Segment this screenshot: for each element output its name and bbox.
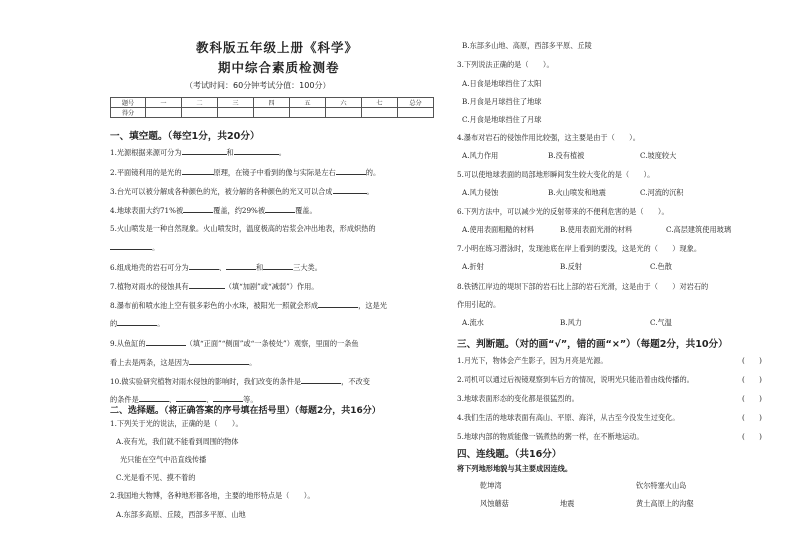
answer-blank[interactable] [189, 281, 225, 289]
answer-blank[interactable] [234, 147, 279, 155]
choice-option[interactable]: B.反射 [560, 262, 582, 271]
answer-blank[interactable] [176, 394, 206, 402]
choice-option[interactable]: B.使用表面光滑的材料 [560, 225, 633, 234]
section-connect-heading: 四、连线题。（共16分） [457, 449, 562, 460]
answer-blank[interactable] [213, 394, 243, 402]
fill-q1 [110, 147, 286, 157]
score-cell: 二 [182, 98, 218, 108]
score-input-cell[interactable] [326, 108, 362, 118]
answer-blank[interactable] [265, 205, 295, 213]
fill-q8-line2 [110, 318, 164, 328]
answer-blank[interactable] [226, 262, 256, 270]
choice-option[interactable]: B.东部多山地、高原，西部多平原、丘陵 [462, 41, 592, 50]
score-row-label: 得分 [111, 108, 146, 118]
choice-q8-line1: 8.铁锈江岸边的堤坝下部的岩石比上部的岩石光滑，这是由于（ ）对岩石的 [457, 282, 709, 291]
fill-q3 [110, 186, 374, 196]
judge-item: 5.地球内部的物质能像一锅煮热的粥一样，在不断地运动。 [457, 432, 644, 441]
q-text: 的。 [365, 168, 381, 177]
choice-q2: 2.我国地大物博，各种地形都各地，主要的地形特点是（ ）。 [110, 491, 315, 500]
q-text: 7.植物对雨水的侵蚀具有 [110, 282, 189, 291]
answer-blank[interactable] [117, 318, 157, 326]
score-input-cell[interactable] [218, 108, 254, 118]
score-input-cell[interactable] [398, 108, 434, 118]
answer-blank[interactable] [189, 357, 249, 365]
q-text: 10.做实验研究植物对雨水侵蚀的影响时，我们改变的条件是 [110, 377, 302, 386]
judge-item: 1.月光下，物体会产生影子，因为月亮是光源。 [457, 356, 608, 365]
score-input-cell[interactable] [182, 108, 218, 118]
q-text: 、 [218, 263, 226, 272]
fill-q5-line2 [110, 242, 159, 252]
q-text: 的 [110, 319, 118, 328]
fill-q2 [110, 167, 380, 177]
choice-option[interactable]: A.流水 [462, 318, 484, 327]
q-text: 。 [278, 148, 286, 157]
answer-blank[interactable] [146, 338, 186, 346]
connect-item[interactable]: 钦尔特塞火山岛 [636, 481, 687, 490]
answer-blank[interactable] [182, 167, 214, 175]
answer-blank[interactable] [263, 262, 293, 270]
score-input-cell[interactable] [254, 108, 290, 118]
choice-q6: 6.下列方法中，可以减少光的反射带来的不便利危害的是（ ）。 [457, 207, 669, 216]
connect-instruction: 将下列地形地貌与其主要成因连线。 [457, 464, 573, 473]
score-table [110, 97, 434, 118]
score-table-score-row [111, 108, 434, 118]
answer-blank[interactable] [182, 147, 227, 155]
fill-q7 [110, 281, 319, 291]
section-judge-heading: 三、判断题。（对的画“√”，错的画“×”）（每题2分，共10分） [457, 339, 728, 350]
answer-paren[interactable]: ( ) [742, 394, 762, 403]
score-cell: 总分 [398, 98, 434, 108]
choice-option[interactable]: A.折射 [462, 262, 484, 271]
exam-info: （考试时间：60分钟考试分值：100分） [185, 81, 331, 90]
score-cell: 七 [362, 98, 398, 108]
choice-option[interactable]: A.夜有光，我们就不能看到周围的物体 [116, 437, 239, 446]
answer-paren[interactable]: ( ) [742, 375, 762, 384]
score-input-cell[interactable] [362, 108, 398, 118]
exam-title: 教科版五年级上册《科学》 [196, 40, 359, 55]
choice-option[interactable]: 光只能在空气中沿直线传播 [120, 455, 207, 464]
choice-q7: 7.小明在练习潜泳时，发现池底在岸上看到的要浅，这是光的（ ）现象。 [457, 244, 702, 253]
q-text: ，这是光 [358, 301, 387, 310]
connect-item[interactable]: 风蚀蘑菇 [480, 499, 509, 508]
q-text: 覆盖。 [295, 206, 317, 215]
fill-q5-line1: 5.火山喷发是一种自然现象。火山喷发时，温度极高的岩浆会冲出地表，形成炽热的 [110, 224, 376, 233]
fill-q9-line1 [110, 338, 359, 348]
score-input-cell[interactable] [146, 108, 182, 118]
q-text: （填“加剧”或“减弱”）作用。 [224, 282, 319, 291]
score-cell: 题号 [111, 98, 146, 108]
q-text: 6.组成地壳的岩石可分为 [110, 263, 189, 272]
q-text: 、 [205, 395, 214, 404]
q-text: 和 [226, 148, 234, 157]
choice-option[interactable]: C.坡度较大 [640, 151, 677, 160]
q-text: 覆盖，约29%被 [213, 206, 266, 215]
choice-option[interactable]: C.气温 [650, 318, 672, 327]
q-text: 2.平面镜利用的是光的 [110, 168, 182, 177]
q-text: 的条件是 [110, 395, 139, 404]
score-cell: 四 [254, 98, 290, 108]
choice-option[interactable]: C.河流的沉积 [640, 188, 684, 197]
choice-q8-line2: 作用引起的。 [457, 300, 501, 309]
answer-blank[interactable] [139, 394, 169, 402]
choice-option[interactable]: B.火山喷发和地震 [548, 188, 606, 197]
choice-option[interactable]: A.风力作用 [462, 151, 499, 160]
answer-paren[interactable]: ( ) [742, 413, 762, 422]
score-cell: 一 [146, 98, 182, 108]
score-table-header-row [111, 98, 434, 108]
q-text: 原理，在镜子中看到的像与实际是左右 [213, 168, 336, 177]
q-text: 。 [366, 187, 374, 196]
answer-blank[interactable] [336, 167, 366, 175]
answer-paren[interactable]: ( ) [742, 356, 762, 365]
choice-option[interactable]: C.高层建筑使用玻璃 [666, 225, 732, 234]
q-text: 。 [249, 358, 257, 367]
answer-paren[interactable]: ( ) [742, 432, 762, 441]
judge-item: 2.司机可以通过后视镜观察到车后方的情况，说明光只能沿着由线传播的。 [457, 375, 694, 384]
answer-blank[interactable] [183, 205, 213, 213]
connect-item[interactable]: 乾坤湾 [480, 481, 502, 490]
score-input-cell[interactable] [290, 108, 326, 118]
score-cell: 三 [218, 98, 254, 108]
choice-option[interactable]: C.色散 [650, 262, 672, 271]
section-choice-heading: 二、选择题。（将正确答案的序号填在括号里）（每题2分，共16分） [110, 406, 381, 416]
q-text: 、 [168, 395, 176, 404]
q-text: ，不改变 [341, 377, 370, 386]
choice-option[interactable]: C.月食是地球挡住了月球 [462, 115, 542, 124]
q-text: 1.光源根据来源可分为 [110, 148, 182, 157]
q-text: 三大类。 [293, 263, 322, 272]
q-text: 看上去是两条，这是因为 [110, 358, 190, 367]
choice-q1: 1.下列关于光的说法，正确的是（ ）。 [110, 419, 243, 428]
q-text: 。 [157, 319, 165, 328]
q-text: 等。 [243, 395, 258, 404]
choice-option[interactable]: A.使用表面粗糙的材料 [462, 225, 535, 234]
fill-q4 [110, 205, 317, 215]
answer-blank[interactable] [333, 186, 367, 194]
section-fill-heading: 一、填空题。（每空1分，共20分） [110, 131, 260, 142]
q-text: 和 [255, 263, 264, 272]
answer-blank[interactable] [318, 300, 358, 308]
q-text: 8.瀑布前和喷水池上空有很多彩色的小水珠，被阳光一照就会形成 [110, 301, 319, 310]
choice-option[interactable]: A.日食是地球挡住了太阳 [462, 79, 542, 88]
judge-item: 3.地球表面形态的变化都是很猛烈的。 [457, 394, 579, 403]
choice-q5: 5.可以使地球表面的局部地形瞬间发生较大变化的是（ ）。 [457, 170, 655, 179]
q-text: 。 [152, 243, 160, 252]
choice-option[interactable]: A.风力侵蚀 [462, 188, 499, 197]
answer-blank[interactable] [301, 376, 341, 384]
choice-option[interactable]: B.风力 [560, 318, 582, 327]
exam-subtitle: 期中综合素质检测卷 [218, 60, 340, 75]
judge-item: 4.我们生活的地球表面有高山、平原、海洋，从古至今没发生过变化。 [457, 413, 680, 422]
connect-item[interactable]: 黄土高原上的沟壑 [636, 499, 694, 508]
answer-blank[interactable] [189, 262, 219, 270]
q-text: （填“正面”“侧面”或“一条棱处”）观察，里面的一条鱼 [185, 339, 359, 348]
q-text: 3.台光可以被分解成各种颜色的光，被分解的各种颜色的光又可以合成 [110, 187, 333, 196]
choice-option[interactable]: A.东部多高原、丘陵，西部多平原、山地 [116, 510, 246, 519]
score-cell: 五 [290, 98, 326, 108]
choice-q3: 3.下列说法正确的是（ ）。 [457, 60, 554, 69]
fill-q8-line1 [110, 300, 387, 310]
choice-option[interactable]: B.没有植被 [548, 151, 585, 160]
score-cell: 六 [326, 98, 362, 108]
choice-option[interactable]: B.月食是月球挡住了地球 [462, 97, 542, 106]
q-text: 4.地球表面大约71%被 [110, 206, 184, 215]
connect-item[interactable]: 地震 [560, 499, 575, 508]
fill-q10-line1 [110, 376, 370, 386]
q-text: 9.从鱼缸的 [110, 339, 146, 348]
choice-option[interactable]: C.光是看不见、摸不着的 [116, 473, 196, 482]
fill-q9-line2 [110, 357, 256, 367]
fill-q6 [110, 262, 322, 272]
answer-blank[interactable] [110, 242, 152, 250]
choice-q4: 4.瀑布对岩石的侵蚀作用比较强，这主要是由于（ ）。 [457, 133, 640, 142]
